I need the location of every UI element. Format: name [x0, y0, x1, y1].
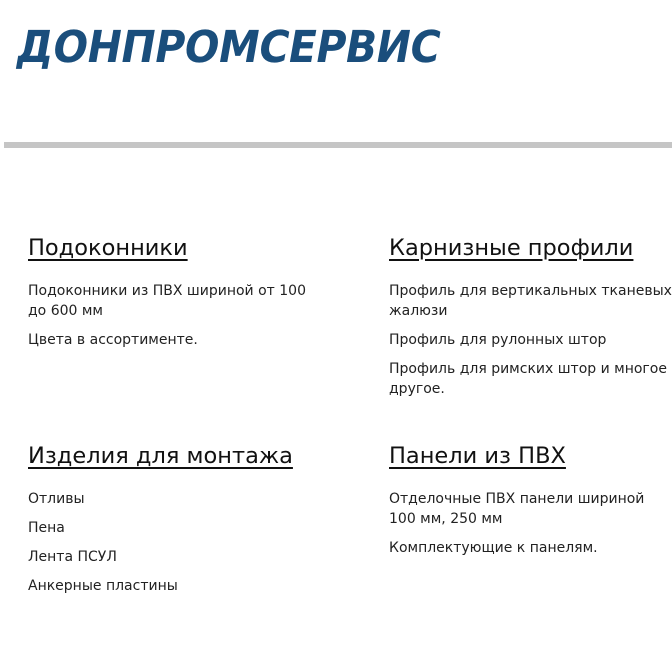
list-item: Профиль для рулонных штор [389, 332, 607, 348]
section-list [28, 489, 318, 596]
header-divider [4, 142, 672, 148]
list-item: Отделочные ПВХ панели шириной 100 мм, 250 мм [389, 491, 645, 527]
section-list [28, 281, 318, 350]
section-window-sills [28, 233, 318, 359]
list-item: Анкерные пластины [28, 578, 178, 594]
section-pvc-panels [389, 441, 672, 567]
section-list [389, 489, 672, 558]
list-item: Профиль для римских штор и многое другое. [389, 361, 667, 397]
section-title-pvc-panels[interactable]: Панели из ПВХ [389, 443, 566, 469]
section-mounting-products [28, 441, 318, 605]
list-item: Отливы [28, 491, 85, 507]
section-cornice-profiles [389, 233, 672, 408]
section-title-window-sills[interactable]: Подоконники [28, 235, 188, 261]
list-item: Пена [28, 520, 65, 536]
list-item: Лента ПСУЛ [28, 549, 117, 565]
list-item: Профиль для вертикальных тканевых жалюзи [389, 283, 672, 319]
section-title-cornice-profiles[interactable]: Карнизные профили [389, 235, 634, 261]
list-item: Цвета в ассортименте. [28, 332, 198, 348]
site-logo[interactable]: ДОНПРОМСЕРВИС [12, 22, 445, 73]
section-title-mounting-products[interactable]: Изделия для монтажа [28, 443, 293, 469]
section-list [389, 281, 672, 399]
list-item: Комплектующие к панелям. [389, 540, 598, 556]
list-item: Подоконники из ПВХ шириной от 100 до 600 мм [28, 283, 306, 319]
